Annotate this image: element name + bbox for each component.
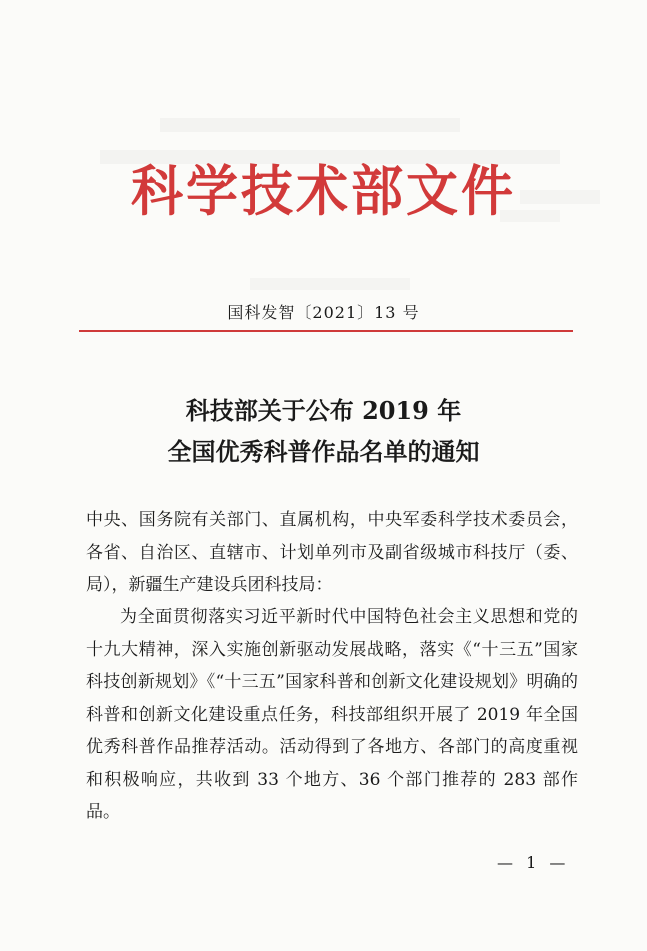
bleed-through-shadow bbox=[160, 118, 460, 132]
body-paragraph: 为全面贯彻落实习近平新时代中国特色社会主义思想和党的十九大精神，深入实施创新驱动发展战略，落实《“十三五”国家科技创新规划》《“十三五”国家科普和创新文化建设规划》明确的科普和创新文化建设重点任务，科技部组织开展了 2019 年全国优秀科普作品推荐活动。活动得到了各地方、各部门的高度重视和积极响应，共收到 33 个地方、36 个部门推荐的 283 部作品。 bbox=[86, 607, 578, 822]
document-header: 科学技术部文件 bbox=[130, 159, 516, 224]
notice-title-line-2: 全国优秀科普作品名单的通知 bbox=[167, 437, 480, 466]
red-divider-line bbox=[79, 330, 573, 332]
document-number: 国科发智〔2021〕13 号 bbox=[227, 303, 420, 322]
salutation: 中央、国务院有关部门、直属机构，中央军委科学技术委员会，各省、自治区、直辖市、计划单列市及副省级城市科技厅（委、局），新疆生产建设兵团科技局： bbox=[86, 510, 578, 595]
notice-title-line-1: 科技部关于公布 2019 年 bbox=[185, 396, 462, 425]
page-number: — 1 — bbox=[497, 853, 570, 872]
bleed-through-shadow bbox=[250, 278, 410, 290]
